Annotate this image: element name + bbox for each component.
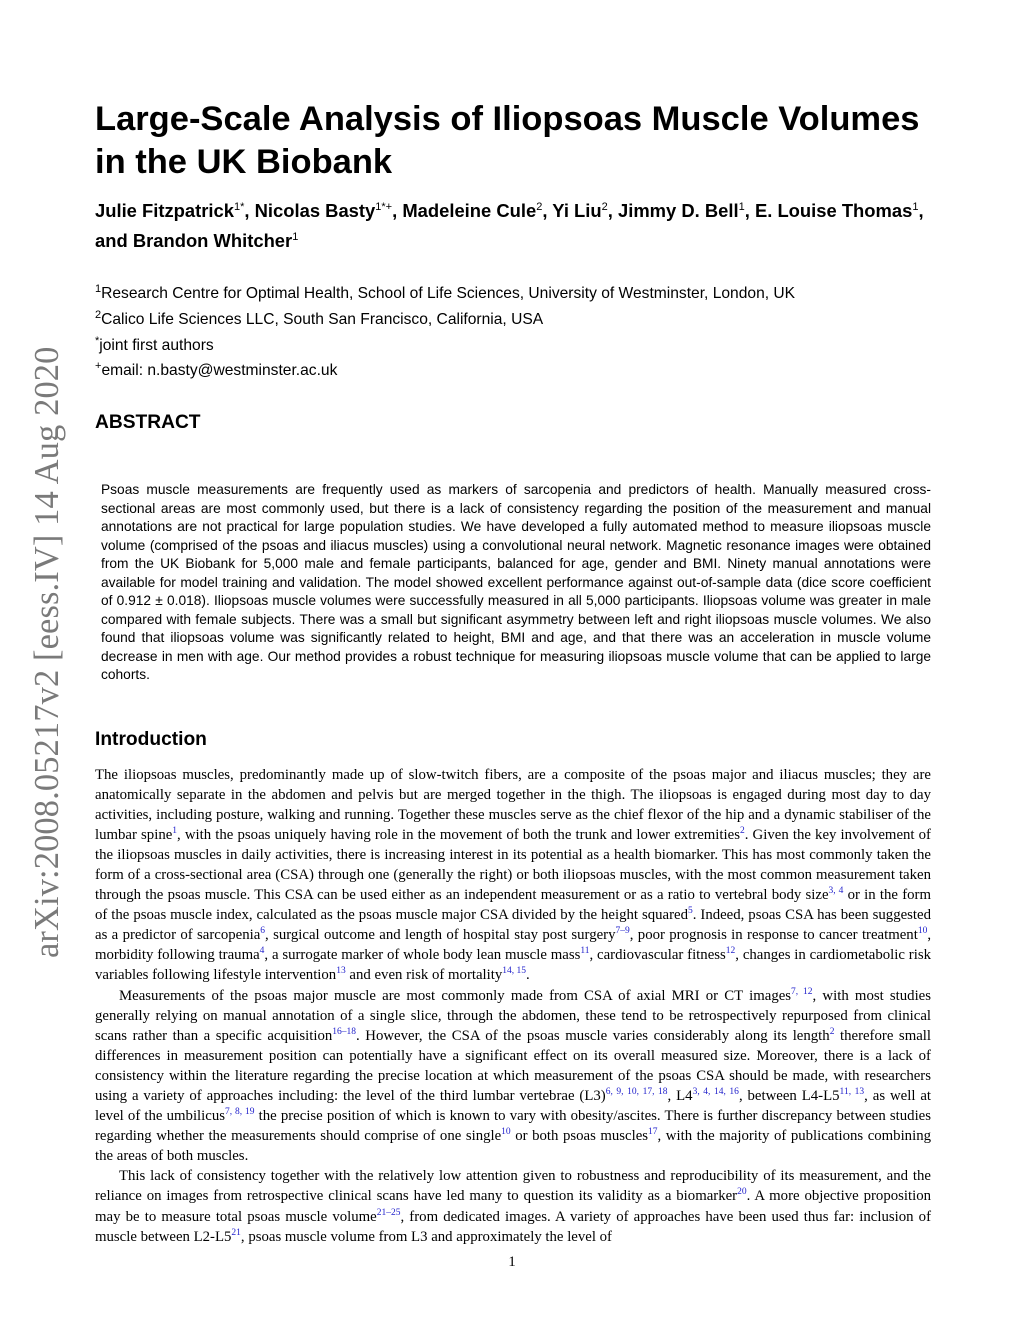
affiliation-text: Research Centre for Optimal Health, School of Life Sciences, University of Westminster, London, UK: [101, 285, 796, 303]
affiliation-2: [95, 305, 931, 331]
citation-link[interactable]: 7–9: [615, 926, 630, 937]
paragraph-text: , with the psoas uniquely having role in the movement of both the trunk and lower extremities: [177, 826, 740, 843]
citation-link[interactable]: 16–18: [332, 1026, 357, 1037]
paragraph-text: or in the form of the psoas muscle index, calculated as the psoas muscle major CSA divided by the height squared: [95, 887, 931, 924]
citation-link[interactable]: 6: [260, 926, 266, 937]
author-affiliation-mark: 1: [738, 201, 745, 213]
paragraph-text: , between L4-L5: [738, 1088, 840, 1104]
citation-link[interactable]: 7, 12: [791, 986, 813, 997]
introduction-body: [95, 765, 931, 1247]
affiliation-mark: 2: [95, 308, 102, 321]
author-separator: ,: [607, 200, 618, 222]
author-affiliation-mark: 1*: [234, 201, 245, 213]
paragraph-text: , L4: [667, 1088, 693, 1104]
paragraph-text: , with the majority of publications combining the areas of both muscles.: [95, 1128, 931, 1165]
paragraph-text: , poor prognosis in response to cancer treatment: [629, 927, 918, 944]
author-separator: ,: [744, 200, 755, 222]
page-number: 1: [508, 1254, 516, 1270]
author-name: Madeleine Cule: [402, 200, 537, 222]
citation-link[interactable]: 11, 13: [839, 1087, 865, 1098]
introduction-paragraph: [95, 986, 931, 1167]
affiliation-text: joint first authors: [99, 336, 214, 354]
citation-link[interactable]: 3, 4: [828, 886, 844, 897]
citation-link[interactable]: 4: [259, 946, 265, 957]
author-affiliation-mark: 2: [601, 201, 608, 213]
author-separator: ,: [244, 200, 255, 222]
author-name: Brandon Whitcher: [132, 230, 293, 252]
paragraph-text: , as well at level of the umbilicus: [95, 1088, 932, 1125]
paragraph-text: therefore small differences in measurement position can potentially have a significant effect on its overall measured size. Moreover, there is a lack of consistency within the literature regarding the precise location at which measurement of the psoas CSA should be made, with researchers using a variety of approaches including: the level of the third lumbar vertebrae (L3): [95, 1027, 931, 1104]
author-separator: , and: [95, 200, 924, 252]
author-affiliation-mark: 2: [536, 201, 543, 213]
author-name: Julie Fitzpatrick: [95, 200, 234, 222]
paragraph-text: . However, the CSA of the psoas muscle varies considerably along its length: [356, 1027, 830, 1044]
paper-title: Large-Scale Analysis of Iliopsoas Muscle Volumes in the UK Biobank: [95, 100, 920, 181]
author-name: Jimmy D. Bell: [617, 200, 739, 222]
author-list: [95, 194, 931, 254]
paragraph-text: , from dedicated images. A variety of approaches have been used thus far: inclusion of muscle between L2-L5: [95, 1208, 931, 1245]
paragraph-text: , morbidity following trauma: [95, 927, 932, 964]
citation-link[interactable]: 7, 8, 19: [225, 1107, 255, 1118]
paragraph-text: . A more objective proposition may be to measure total psoas muscle volume: [95, 1188, 931, 1225]
joint-first-note: [95, 331, 931, 357]
paragraph-text: the precise position of which is known to vary with obesity/ascites. There is further discrepancy between studies regarding whether the measurements should comprise of one single: [95, 1108, 932, 1145]
abstract-text: Psoas muscle measurements are frequently used as markers of sarcopenia and predictors of health. Manually measured cross-sectional areas are most commonly used, but there is a lack of consistency regarding the position of the measurement and manual annotations are not practical for large population studies. We have developed a fully automated method to measure iliopsoas muscle volume (comprised of the psoas and iliacus muscles) using a convolutional neural network. Magnetic resonance images were obtained from the UK Biobank for 5,000 male and female participants, balanced for age, gender and BMI. Ninety manual annotations were available for model training and validation. The model showed excellent performance against out-of-sample data (dice score coefficient of 0.912 ± 0.018). Iliopsoas muscle volumes were successfully measured in all 5,000 participants. Iliopsoas volume was greater in male compared with female subjects. There was a small but significant asymmetry between left and right iliopsoas muscle volumes. We also found that iliopsoas volume was significantly related to height, BMI and age, and that there was an acceleration in muscle volume decrease in men with age. Our method provides a robust technique for measuring iliopsoas muscle volume that can be applied to large cohorts.: [101, 482, 931, 682]
citation-link[interactable]: 2: [739, 825, 745, 836]
affiliation-1: [95, 279, 931, 305]
affiliation-text: Calico Life Sciences LLC, South San Francisco, California, USA: [101, 311, 544, 329]
paragraph-text: . Indeed, psoas CSA has been suggested as a predictor of sarcopenia: [95, 907, 931, 944]
citation-link[interactable]: 2: [829, 1026, 835, 1037]
author-affiliation-mark: 1*+: [375, 201, 393, 213]
affiliation-list: [95, 279, 931, 382]
contact-email: [95, 356, 931, 382]
paragraph-text: , surgical outcome and length of hospital stay post surgery: [265, 927, 616, 944]
author-affiliation-mark: 1: [912, 201, 919, 213]
citation-link[interactable]: 10: [501, 1127, 511, 1138]
paragraph-text: , a surrogate marker of whole body lean muscle mass: [264, 947, 581, 964]
paragraph-text: and even risk of mortality: [345, 967, 503, 984]
author-name: E. Louise Thomas: [754, 200, 913, 222]
paragraph-text: , psoas muscle volume from L3 and approximately the level of: [240, 1228, 612, 1245]
paragraph-text: This lack of consistency together with the relatively low attention given to robustness and reproducibility of its measurement, and the reliance on images from retrospective clinical scans have led many to question its validity as a biomarker: [95, 1168, 931, 1205]
citation-link[interactable]: 10: [917, 926, 928, 937]
citation-link[interactable]: 3, 4, 14, 16: [692, 1087, 739, 1098]
citation-link[interactable]: 17: [648, 1127, 658, 1138]
citation-link[interactable]: 6, 9, 10, 17, 18: [605, 1087, 668, 1098]
citation-link[interactable]: 21: [231, 1227, 241, 1238]
citation-link[interactable]: 12: [725, 946, 736, 957]
citation-link[interactable]: 5: [687, 906, 693, 917]
author-name: Nicolas Basty: [254, 200, 376, 222]
author-separator: ,: [392, 200, 403, 222]
paragraph-text: , with most studies generally relying on manual annotation of a single slice, through the abdomen, these tend to be retrospectively repurposed from clinical scans rather than a specific acquisition: [95, 987, 932, 1044]
author-name: Yi Liu: [552, 200, 602, 222]
citation-link[interactable]: 21–25: [376, 1207, 401, 1218]
introduction-heading: Introduction: [95, 728, 207, 750]
author-affiliation-mark: 1: [292, 231, 299, 244]
introduction-paragraph: [95, 1166, 931, 1246]
author-separator: ,: [542, 200, 553, 222]
affiliation-mark: *: [95, 334, 100, 347]
citation-link[interactable]: 14, 15: [502, 966, 527, 977]
abstract-heading: ABSTRACT: [95, 412, 201, 433]
paragraph-text: . Given the key involvement of the iliopsoas muscles in daily activities, there is increasing interest in its potential as a health biomarker. This has most commonly taken the form of a cross-sectional area (CSA) through one (generally the right) or both iliopsoas muscles, with the most common measurement taken through the psoas muscle. This CSA can be used either as an independent measurement or as a ratio to vertebral body size: [95, 826, 931, 904]
introduction-paragraph: [95, 765, 931, 986]
affiliation-mark: 1: [95, 283, 102, 296]
affiliation-text: email: n.basty@westminster.ac.uk: [101, 362, 338, 380]
paragraph-text: or both psoas muscles: [510, 1128, 649, 1145]
citation-link[interactable]: 13: [336, 966, 346, 977]
arxiv-identifier: arXiv:2008.05217v2 [eess.IV] 14 Aug 2020: [28, 346, 66, 958]
paragraph-text: , cardiovascular fitness: [589, 947, 726, 964]
paragraph-text: Measurements of the psoas major muscle are most commonly made from CSA of axial MRI or CT images: [119, 987, 792, 1004]
paper-page: [95, 98, 931, 1247]
affiliation-mark: +: [95, 360, 102, 373]
citation-link[interactable]: 11: [580, 946, 590, 957]
paragraph-text: .: [526, 967, 530, 984]
paragraph-text: The iliopsoas muscles, predominantly made up of slow-twitch fibers, are a composite of the psoas major and iliacus muscles; they are anatomically separate in the abdomen and pelvis but are merged together in the thigh. The iliopsoas is engaged during most day to day activities, including posture, walking and running. Together these muscles serve as the chief flexor of the hip and a dynamic stabiliser of the lumbar spine: [95, 766, 931, 843]
citation-link[interactable]: 1: [172, 825, 178, 836]
paragraph-text: , changes in cardiometabolic risk variables following lifestyle intervention: [95, 947, 931, 984]
citation-link[interactable]: 20: [737, 1187, 747, 1198]
